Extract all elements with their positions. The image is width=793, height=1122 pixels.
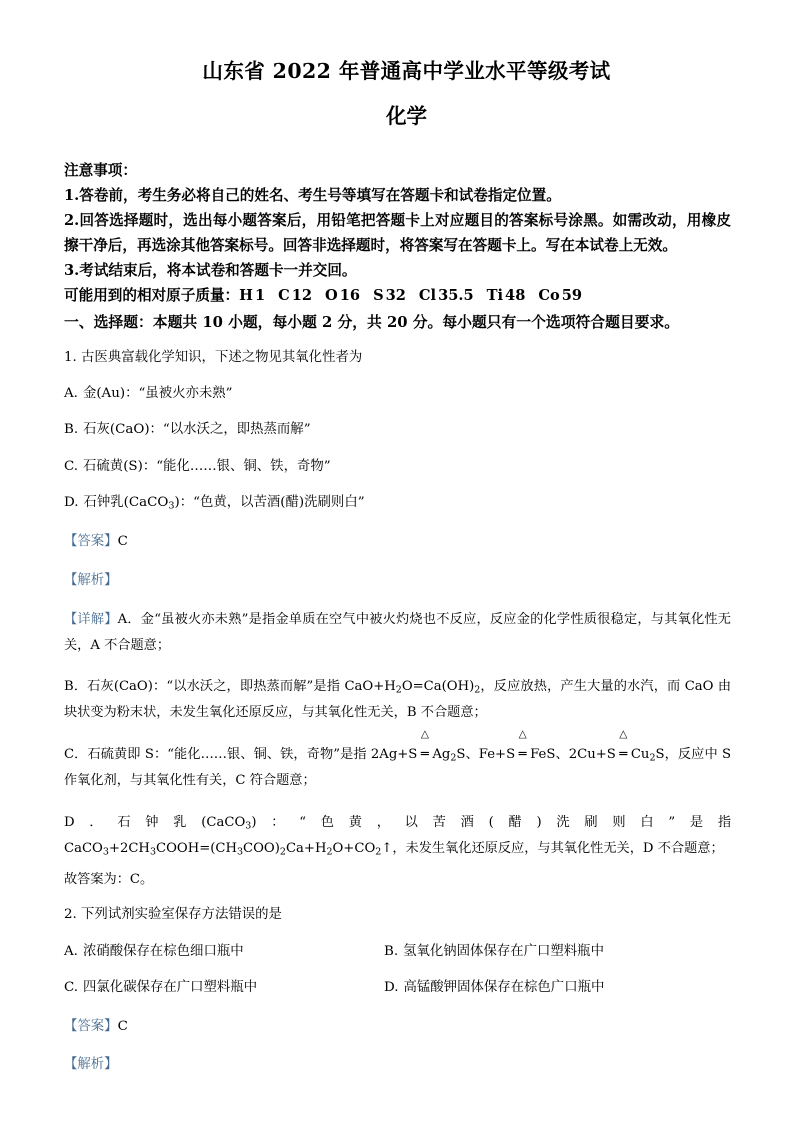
page-subtitle: 化学: [386, 103, 427, 128]
detail-d-post: ，未发生氧化还原反应，与其氧化性无关，D 不合题意；: [392, 840, 724, 856]
option-text: 石钟乳(CaCO$_3$)：“色黄，以苦酒(醋)洗刷则白”: [83, 495, 365, 512]
question-1-detail-d: [64, 810, 731, 862]
question-2-option-b[interactable]: [384, 941, 731, 962]
notice-item-2: 2.回答选择题时，选出每小题答案后，用铅笔把答题卡上对应题目的答案标号涂黑。如需改动，用橡皮擦干净后，再选涂其他答案标号。回答非选择题时，将答案写在答题卡上。写在本试卷上无效。: [64, 211, 731, 254]
page-title: 山东省 2022 年普通高中学业水平等级考试: [202, 59, 611, 83]
delta-symbol: △: [619, 728, 628, 741]
mass-element-ti: Ti: [486, 286, 504, 304]
relative-atomic-masses: [64, 283, 731, 308]
option-letter: C.: [64, 980, 79, 996]
mass-element-c: C: [278, 286, 290, 304]
option-letter: D.: [384, 980, 399, 996]
answer-tag: 【答案】: [64, 1018, 118, 1034]
equation-calcium-carbonate-acetic: $CaCO_3+2CH_3COOH=(CH_3COO)_2Ca+H_2O+CO_2↑$: [64, 840, 393, 857]
mass-element-h: H: [239, 286, 253, 304]
section-heading: 一、选择题：本题共 10 小题，每小题 2 分，共 20 分。每小题只有一个选项符合题目要求。: [64, 314, 680, 332]
notice-heading: 注意事项：: [64, 161, 137, 179]
analysis-tag: 【解析】: [64, 1056, 118, 1072]
question-1-option-d[interactable]: [64, 492, 731, 514]
option-text: 高锰酸钾固体保存在棕色广口瓶中: [403, 980, 605, 996]
option-letter: B.: [384, 943, 399, 959]
equation-separator-1: 、: [465, 747, 479, 763]
question-2-analysis-tag: [64, 1054, 731, 1075]
question-1-analysis-tag: [64, 570, 731, 591]
mass-value-c: 12: [291, 286, 313, 304]
question-1-detail-b: [64, 674, 731, 726]
question-1-conclusion: 故答案为：C。: [64, 872, 154, 888]
answer-value: C: [117, 1018, 128, 1034]
question-1: [64, 347, 731, 894]
detail-c-pre: C．石硫黄即 S：“能化……银、铜、铁，奇物”是指: [64, 747, 371, 763]
mass-item-c: [278, 287, 312, 304]
question-1-answer: [64, 531, 731, 552]
delta-symbol: △: [518, 728, 527, 741]
answer-value: C: [117, 534, 128, 550]
option-letter: D.: [64, 495, 79, 511]
mass-item-ti: [487, 287, 526, 304]
mass-item-cl: [419, 287, 474, 304]
mass-element-co: Co: [538, 286, 560, 304]
delta-symbol: △: [420, 728, 429, 741]
notice-section: [64, 158, 731, 309]
notice-item-3: 3.考试结束后，将本试卷和答题卡一并交回。: [64, 261, 357, 279]
question-2-option-a[interactable]: [64, 941, 384, 962]
question-2-number: 2.: [64, 907, 77, 923]
option-text: 浓硝酸保存在棕色细口瓶中: [82, 943, 244, 959]
question-2-options: [64, 926, 731, 999]
mass-value-cl: 35.5: [438, 286, 474, 304]
analysis-tag: 【解析】: [64, 572, 118, 588]
mass-item-h: [239, 287, 265, 304]
mass-value-ti: 48: [505, 286, 526, 304]
option-text: 氢氧化钠固体保存在广口塑料瓶中: [403, 943, 604, 959]
question-1-detail-c: [64, 728, 732, 794]
mass-item-s: [373, 287, 406, 304]
heating-condition-icon: △ ═: [616, 742, 631, 768]
question-1-stem-text: 古医典富载化学知识，下述之物见其氧化性者为: [81, 349, 363, 365]
option-letter: A.: [64, 385, 78, 401]
option-letter: B.: [64, 422, 79, 438]
option-text: 石硫黄(S)：“能化……银、铜、铁，奇物”: [83, 458, 331, 474]
detail-a-text: A．金“虽被火亦未熟”是指金单质在空气中被火灼烧也不反应，反应金的化学性质很稳定，与其氧化性无关，A 不合题意；: [64, 611, 731, 653]
option-text: 石灰(CaO)：“以水沃之，即热蒸而解”: [83, 422, 311, 438]
question-2-option-c[interactable]: [64, 977, 384, 998]
equation-silver-sulfur: 2Ag+S △ ═ $Ag_2S$: [371, 747, 466, 762]
mass-element-s: S: [373, 286, 384, 304]
question-1-option-a[interactable]: [64, 383, 731, 404]
mass-value-o: 16: [339, 286, 361, 304]
detail-d-pre: D．石钟乳(CaCO$_3$)：“色黄，以苦酒(醋)洗刷则白”是指: [64, 814, 732, 832]
masses-label: 可能用到的相对原子质量：: [64, 286, 240, 304]
equation-iron-sulfur: Fe+S △ ═ FeS: [479, 747, 556, 762]
question-1-option-c[interactable]: [64, 456, 731, 477]
question-1-detail-a: [64, 607, 731, 658]
question-2: [64, 904, 731, 1075]
equation-separator-2: 、: [555, 747, 569, 763]
mass-item-co: [538, 287, 582, 304]
question-1-stem: [64, 347, 731, 368]
option-text: 金(Au)：“虽被火亦未熟”: [82, 385, 233, 401]
mass-element-o: O: [325, 286, 338, 304]
mass-value-co: 59: [561, 286, 583, 304]
mass-element-cl: Cl: [418, 286, 437, 304]
detail-c-post: ，反应中 S 作氧化剂，与其氧化性有关，C 符合题意；: [64, 747, 732, 788]
equation-copper-sulfur: 2Cu+S △ ═ $Cu_2S$: [569, 747, 665, 762]
title-block: [64, 56, 731, 132]
question-2-stem-text: 下列试剂实验室保存方法错误的是: [81, 907, 282, 923]
question-2-answer: [64, 1016, 731, 1037]
heating-condition-icon: △ ═: [417, 742, 432, 768]
detail-b-pre: B．石灰(CaO)：“以水沃之，即热蒸而解”是指: [64, 679, 345, 695]
option-letter: A.: [64, 943, 78, 959]
option-letter: C.: [64, 458, 79, 474]
notice-item-1: 1.答卷前，考生务必将自己的姓名、考生号等填写在答题卡和试卷指定位置。: [64, 186, 561, 204]
equation-cao-water: $CaO+H_2O=Ca(OH)_2$: [344, 679, 481, 696]
question-2-stem: [64, 904, 731, 925]
mass-item-o: [325, 287, 360, 304]
heating-condition-icon: △ ═: [515, 742, 530, 768]
question-2-option-d[interactable]: [384, 977, 731, 998]
mass-value-s: 32: [385, 286, 406, 304]
mass-value-h: 1: [254, 286, 266, 304]
question-1-option-b[interactable]: [64, 419, 731, 440]
detail-tag: 【详解】: [64, 611, 118, 627]
question-1-number: 1.: [64, 349, 77, 365]
option-text: 四氯化碳保存在广口塑料瓶中: [83, 980, 258, 996]
detail-b-post: ，反应放热，产生大量的水汽，而 CaO 由块状变为粉末状，未发生氧化还原反应，与其氧化性无关，B 不合题意；: [64, 679, 732, 721]
answer-tag: 【答案】: [64, 534, 118, 550]
